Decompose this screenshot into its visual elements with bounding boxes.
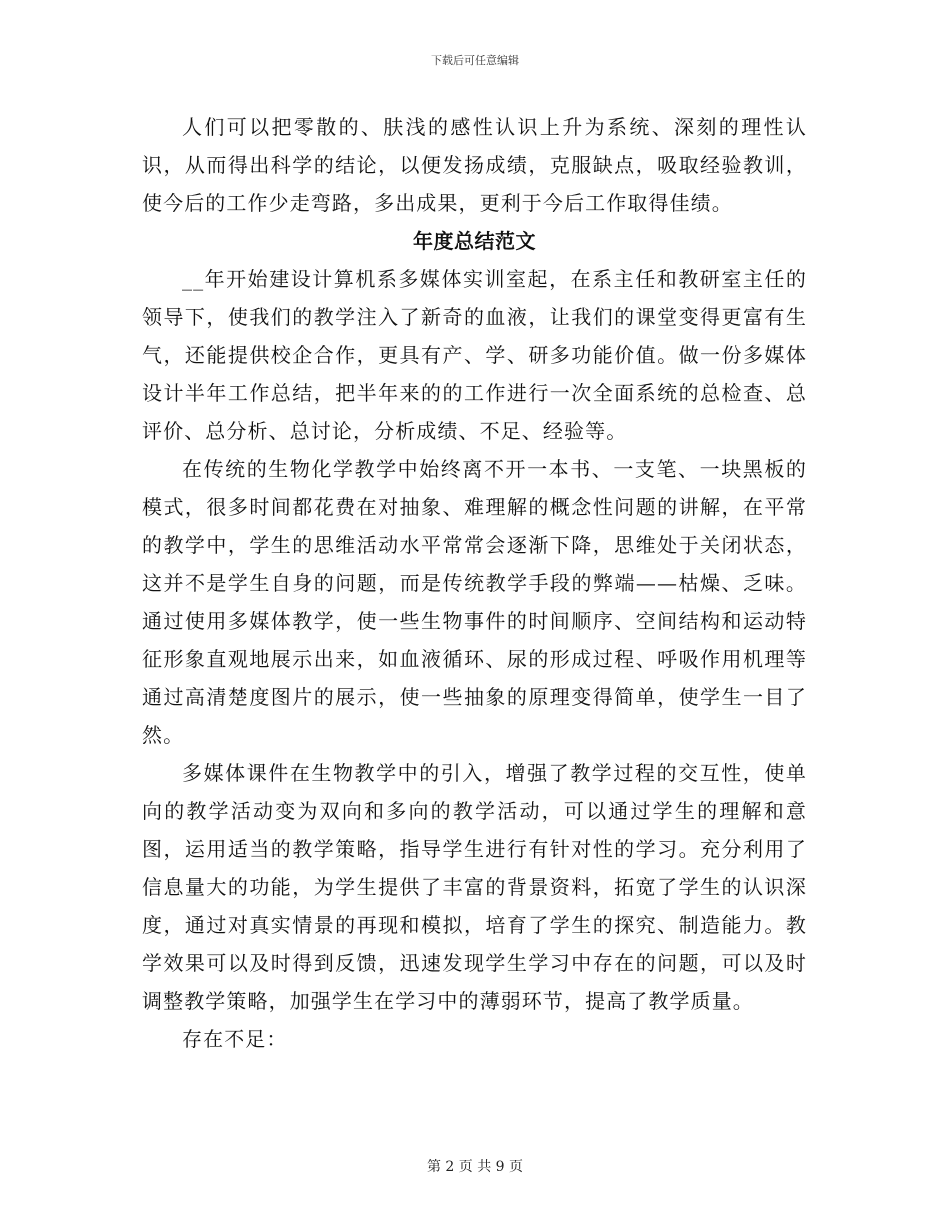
paragraph-3: 多媒体课件在生物教学中的引入，增强了教学过程的交互性，使单向的教学活动变为双向和多向的教学活动，可以通过学生的理解和意图，运用适当的教学策略，指导学生进行有针对性的学习。充分利用了信息量大的功能，为学生提供了丰富的背景资料，拓宽了学生的认识深度，通过对真实情景的再现和模拟，培育了学生的探究、制造能力。教学效果可以及时得到反馈，迅速发现学生学习中存在的问题，可以及时调整教学策略，加强学生在学习中的薄弱环节，提高了教学质量。: [142, 761, 807, 1013]
document-body: [142, 108, 807, 1058]
paragraph-4: 存在不足：: [182, 1027, 288, 1051]
paragraph-2: 在传统的生物化学教学中始终离不开一本书、一支笔、一块黑板的模式，很多时间都花费在对抽象、难理解的概念性问题的讲解，在平常的教学中，学生的思维活动水平常常会逐渐下降，思维处于关闭状态，这并不是学生自身的问题，而是传统教学手段的弊端——枯燥、乏味。通过使用多媒体教学，使一些生物事件的时间顺序、空间结构和运动特征形象直观地展示出来，如血液循环、尿的形成过程、呼吸作用机理等通过高清楚度图片的展示，使一些抽象的原理变得简单，使学生一目了然。: [142, 457, 807, 747]
intro-paragraph: 人们可以把零散的、肤浅的感性认识上升为系统、深刻的理性认识，从而得出科学的结论，以便发扬成绩，克服缺点，吸取经验教训，使今后的工作少走弯路，多出成果，更利于今后工作取得佳绩。: [142, 115, 807, 215]
page-header-note: 下载后可任意编辑: [431, 54, 519, 67]
paragraph-1: __年开始建设计算机系多媒体实训室起，在系主任和教研室主任的领导下，使我们的教学注入了新奇的血液，让我们的课堂变得更富有生气，还能提供校企合作，更具有产、学、研多功能价值。做一份多媒体设计半年工作总结，把半年来的的工作进行一次全面系统的总检查、总评价、总分析、总讨论，分析成绩、不足、经验等。: [142, 267, 807, 443]
page-number-footer: 第 2 页 共 9 页: [426, 1159, 524, 1175]
section-title: 年度总结范文: [413, 229, 536, 253]
